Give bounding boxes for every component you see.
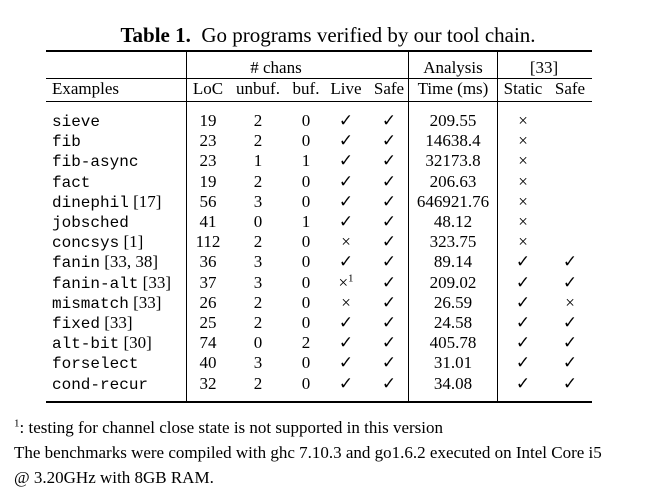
top-rule — [46, 50, 592, 52]
cell-value: 112 — [195, 232, 221, 251]
cell-value: 14638.4 — [425, 131, 481, 150]
cell-value: ✓ — [515, 374, 531, 393]
cell-loc — [200, 172, 217, 192]
cell-value: ✓ — [515, 293, 531, 312]
cell-unbuf — [254, 353, 263, 373]
cell-value: 40 — [199, 353, 217, 372]
program-name: fact — [52, 174, 91, 192]
cell-safe2 — [563, 252, 577, 272]
cell-safe — [382, 313, 396, 333]
cell-value: ✓ — [562, 313, 578, 332]
cell-value: ✓ — [562, 273, 578, 292]
cell-buf — [302, 374, 311, 394]
cell-safe — [382, 111, 396, 131]
cell-value: ✓ — [515, 313, 531, 332]
cell-value: ✓ — [562, 374, 578, 393]
divider-time — [497, 52, 498, 401]
cell-live — [339, 172, 353, 192]
cell-value: 1 — [301, 151, 311, 170]
cell-time — [425, 131, 480, 151]
cell-value: 2 — [253, 374, 263, 393]
cell-value: 23 — [199, 151, 217, 170]
cell-value: 2 — [253, 293, 263, 312]
cell-safe — [382, 192, 396, 212]
cell-value: 0 — [301, 313, 311, 332]
header-safe: Safe — [373, 79, 405, 98]
cell-time — [430, 111, 477, 131]
cell-value: ✓ — [562, 353, 578, 372]
cell-value: ✓ — [338, 131, 354, 150]
cell-value: 0 — [301, 172, 311, 191]
cell-live — [341, 232, 351, 252]
cell-safe — [382, 293, 396, 313]
program-name: cond-recur — [52, 376, 149, 394]
program-name: concsys — [52, 234, 120, 252]
cell-safe2 — [563, 333, 577, 353]
cell-value: 1 — [253, 151, 263, 170]
cell-value: 0 — [301, 374, 311, 393]
cell-value: 0 — [253, 212, 263, 231]
program-name: fib-async — [52, 153, 139, 171]
cell-value: ✓ — [338, 111, 354, 130]
cell-unbuf — [254, 374, 263, 394]
cell-safe2 — [563, 353, 577, 373]
cell-value: ✓ — [381, 212, 397, 231]
cell-time — [434, 212, 472, 232]
program-name: fanin — [52, 254, 101, 272]
header-group-chans: # chans — [250, 58, 302, 77]
program-name: sieve — [52, 113, 101, 131]
cell-value: 2 — [253, 131, 263, 150]
cell-value: ✓ — [381, 111, 397, 130]
example-name — [52, 313, 133, 334]
cell-live — [338, 273, 353, 293]
example-name — [52, 172, 90, 193]
citation: [33, 38] — [104, 252, 159, 271]
cell-value: ✓ — [562, 252, 578, 271]
cell-safe2 — [563, 273, 577, 293]
cell-value: 3 — [253, 273, 263, 292]
cell-value: × — [518, 212, 528, 231]
cell-buf — [302, 293, 311, 313]
cell-value: ✓ — [338, 192, 354, 211]
cell-value: 2 — [253, 111, 263, 130]
cell-static — [516, 293, 530, 313]
citation: [33] — [133, 293, 162, 312]
cell-static — [516, 333, 530, 353]
cell-static — [518, 151, 528, 171]
cell-value: 2 — [301, 333, 311, 352]
cell-value: ✓ — [338, 212, 354, 231]
cell-live — [339, 111, 353, 131]
cell-value: 323.75 — [429, 232, 477, 251]
cell-safe2 — [563, 313, 577, 333]
cell-value: 34.08 — [433, 374, 473, 393]
citation: [17] — [133, 192, 162, 211]
cell-value: ✓ — [381, 192, 397, 211]
cell-value: × — [518, 172, 528, 191]
cell-value: 3 — [253, 192, 263, 211]
cell-live — [341, 293, 351, 313]
cell-live — [339, 374, 353, 394]
cell-value: 206.63 — [429, 172, 477, 191]
cell-time — [430, 172, 477, 192]
cell-time — [425, 151, 480, 171]
cell-value: ✓ — [381, 252, 397, 271]
cell-buf — [302, 111, 311, 131]
cell-safe — [382, 131, 396, 151]
citation: [33] — [104, 313, 133, 332]
citation: [1] — [123, 232, 144, 251]
cell-live — [339, 131, 353, 151]
cell-time — [434, 374, 472, 394]
header-safe2: Safe — [554, 79, 586, 98]
example-name — [52, 293, 161, 314]
cell-buf — [302, 252, 311, 272]
cell-safe — [382, 252, 396, 272]
cell-time — [434, 293, 472, 313]
cell-value: ✓ — [381, 333, 397, 352]
cell-buf — [302, 131, 311, 151]
cell-value: 2 — [253, 172, 263, 191]
bottom-rule — [46, 401, 592, 403]
example-name — [52, 192, 161, 213]
example-name — [52, 252, 158, 273]
cell-value: 2 — [253, 232, 263, 251]
cell-value: ✓ — [338, 353, 354, 372]
cell-buf — [302, 172, 311, 192]
header-static: Static — [503, 79, 543, 98]
cell-value: 48.12 — [433, 212, 473, 231]
header-group-analysis: Analysis — [423, 58, 483, 77]
cell-unbuf — [254, 313, 263, 333]
cell-live — [339, 313, 353, 333]
cell-safe — [382, 232, 396, 252]
cell-value: 0 — [253, 333, 263, 352]
cell-loc — [200, 374, 217, 394]
header-time: Time (ms) — [417, 79, 489, 98]
cell-time — [434, 353, 472, 373]
cell-safe — [382, 212, 396, 232]
cell-value: 0 — [301, 232, 311, 251]
citation: [33] — [142, 273, 171, 292]
cell-static — [518, 232, 528, 252]
divider-safe — [408, 52, 409, 401]
cell-unbuf — [254, 172, 263, 192]
cell-unbuf — [254, 111, 263, 131]
cell-safe — [382, 374, 396, 394]
cell-value: 1 — [301, 212, 311, 231]
cell-static — [516, 374, 530, 394]
cell-static — [518, 172, 528, 192]
header-rule — [46, 101, 592, 102]
cell-value: ✓ — [381, 172, 397, 191]
cell-static — [518, 212, 528, 232]
cell-value: × — [518, 232, 528, 251]
cell-value: ✓ — [381, 353, 397, 372]
cell-value: 32 — [199, 374, 217, 393]
cell-time — [430, 232, 477, 252]
cell-value: ✓ — [338, 252, 354, 271]
cell-buf — [302, 151, 311, 171]
cell-live — [339, 353, 353, 373]
cell-loc — [200, 252, 217, 272]
cell-value: ✓ — [515, 273, 531, 292]
cell-buf — [302, 353, 311, 373]
cell-value: × — [518, 151, 528, 170]
table-caption — [0, 22, 656, 48]
header-group-ref: [33] — [529, 58, 559, 77]
cell-value: ✓ — [515, 353, 531, 372]
footnote-ref: 1 — [348, 272, 354, 285]
cell-value: ✓ — [515, 333, 531, 352]
cell-value: ✓ — [381, 313, 397, 332]
cell-unbuf — [254, 333, 263, 353]
cell-value: 31.01 — [433, 353, 473, 372]
cell-loc — [200, 131, 217, 151]
cell-live — [339, 151, 353, 171]
cell-value: ✓ — [381, 232, 397, 251]
cell-buf — [302, 232, 311, 252]
program-name: fixed — [52, 315, 101, 333]
cell-static — [518, 192, 528, 212]
cell-buf — [302, 313, 311, 333]
cell-safe2 — [563, 374, 577, 394]
cell-static — [516, 252, 530, 272]
cell-unbuf — [254, 232, 263, 252]
header-examples: Examples — [52, 79, 120, 98]
cell-safe — [382, 172, 396, 192]
cell-value: ✓ — [338, 172, 354, 191]
program-name: alt-bit — [52, 335, 120, 353]
divider-examples — [186, 52, 187, 401]
example-name — [52, 374, 148, 395]
caption-text: Go programs verified by our tool chain. — [201, 23, 536, 47]
cell-value: 209.55 — [429, 111, 477, 130]
cell-live — [339, 192, 353, 212]
cell-value: ✓ — [515, 252, 531, 271]
cell-value: 3 — [253, 353, 263, 372]
cell-value: 37 — [199, 273, 217, 292]
cell-loc — [200, 273, 217, 293]
cell-buf — [302, 273, 311, 293]
cell-static — [516, 313, 530, 333]
cell-value: 0 — [301, 111, 311, 130]
cell-value: 25 — [199, 313, 217, 332]
cell-value: ✓ — [338, 333, 354, 352]
cell-loc — [200, 192, 217, 212]
cell-value: 24.58 — [433, 313, 473, 332]
cell-value: × — [518, 131, 528, 150]
cell-unbuf — [254, 151, 263, 171]
example-name — [52, 212, 129, 233]
program-name: fib — [52, 133, 81, 151]
cell-value: 0 — [301, 192, 311, 211]
cell-value: × — [518, 192, 528, 211]
cell-loc — [196, 232, 221, 252]
cell-value: × — [341, 232, 351, 251]
cell-static — [518, 111, 528, 131]
header-loc: LoC — [192, 79, 224, 98]
benchmark-note-line1: The benchmarks were compiled with ghc 7.10.3 and go1.6.2 executed on Intel Core i5 — [14, 443, 602, 462]
cell-value: 41 — [199, 212, 217, 231]
cell-buf — [302, 192, 311, 212]
program-name: forselect — [52, 355, 139, 373]
cell-value: ✓ — [381, 374, 397, 393]
cell-value: 2 — [253, 313, 263, 332]
cell-value: ✓ — [338, 374, 354, 393]
cell-loc — [200, 111, 217, 131]
cell-value: ✓ — [562, 333, 578, 352]
cell-value: × — [518, 111, 528, 130]
program-name: dinephil — [52, 194, 129, 212]
header-live: Live — [330, 79, 362, 98]
cell-value: 32173.8 — [425, 151, 481, 170]
example-name — [52, 232, 143, 253]
cell-safe — [382, 353, 396, 373]
header-unbuf: unbuf. — [236, 79, 280, 98]
cell-unbuf — [254, 192, 263, 212]
citation: [30] — [123, 333, 152, 352]
cell-value: 56 — [199, 192, 217, 211]
cell-live — [339, 333, 353, 353]
cell-static — [518, 131, 528, 151]
footnote — [14, 418, 443, 438]
cell-time — [417, 192, 489, 212]
example-name — [52, 333, 152, 354]
cell-buf — [302, 333, 311, 353]
cell-value: 19 — [199, 111, 217, 130]
cell-unbuf — [254, 273, 263, 293]
cell-value: 36 — [199, 252, 217, 271]
caption-label: Table 1. — [120, 23, 191, 47]
cell-value: 89.14 — [433, 252, 473, 271]
cell-value: 23 — [199, 131, 217, 150]
cell-unbuf — [254, 131, 263, 151]
cell-value: 0 — [301, 131, 311, 150]
cell-loc — [200, 333, 217, 353]
cell-buf — [302, 212, 311, 232]
cell-unbuf — [254, 252, 263, 272]
cell-value: 19 — [199, 172, 217, 191]
example-name — [52, 131, 81, 152]
cell-value: 405.78 — [429, 333, 477, 352]
benchmark-note-line2: @ 3.20GHz with 8GB RAM. — [14, 468, 214, 487]
cell-time — [430, 273, 477, 293]
program-name: mismatch — [52, 295, 129, 313]
cell-safe — [382, 273, 396, 293]
cell-value: 0 — [301, 273, 311, 292]
example-name — [52, 111, 100, 132]
cell-value: × — [565, 293, 575, 312]
example-name — [52, 273, 171, 294]
cell-loc — [200, 353, 217, 373]
cell-value: 0 — [301, 293, 311, 312]
cell-static — [516, 353, 530, 373]
cell-static — [516, 273, 530, 293]
cell-loc — [200, 212, 217, 232]
example-name — [52, 353, 138, 374]
cell-safe — [382, 151, 396, 171]
cell-time — [430, 333, 477, 353]
cell-value: 26.59 — [433, 293, 473, 312]
cell-unbuf — [254, 293, 263, 313]
cell-value: 646921.76 — [416, 192, 490, 211]
cell-value: 0 — [301, 252, 311, 271]
cell-unbuf — [254, 212, 263, 232]
cell-value: ✓ — [381, 151, 397, 170]
cell-loc — [200, 293, 217, 313]
cell-value: 26 — [199, 293, 217, 312]
cell-value: × — [341, 293, 351, 312]
cell-value: 209.02 — [429, 273, 477, 292]
program-name: jobsched — [52, 214, 129, 232]
footnote-marker: 1 — [14, 417, 20, 430]
cell-value: 3 — [253, 252, 263, 271]
cell-value: ✓ — [381, 131, 397, 150]
cell-value: × — [338, 273, 349, 292]
header-buf: buf. — [292, 79, 320, 98]
cell-loc — [200, 151, 217, 171]
cell-loc — [200, 313, 217, 333]
cell-value: ✓ — [381, 273, 397, 292]
cell-safe2 — [565, 293, 575, 313]
cell-live — [339, 252, 353, 272]
cell-value: ✓ — [338, 313, 354, 332]
cell-value: 74 — [199, 333, 217, 352]
cell-value: ✓ — [381, 293, 397, 312]
cell-value: 0 — [301, 353, 311, 372]
cell-safe — [382, 333, 396, 353]
cell-time — [434, 313, 472, 333]
cell-time — [434, 252, 472, 272]
cell-live — [339, 212, 353, 232]
example-name — [52, 151, 138, 172]
cell-value: ✓ — [338, 151, 354, 170]
program-name: fanin-alt — [52, 275, 139, 293]
footnote-text: : testing for channel close state is not supported in this version — [19, 418, 444, 437]
